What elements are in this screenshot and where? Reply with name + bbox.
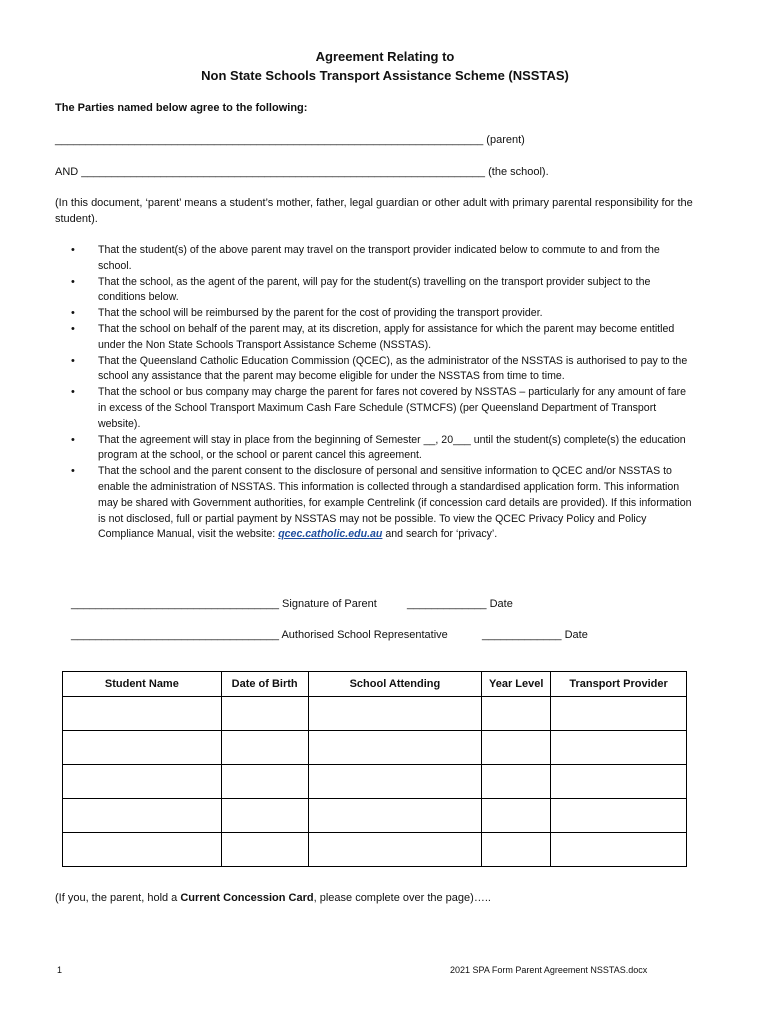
table-cell[interactable]: [221, 833, 308, 867]
concession-card-note: [55, 890, 491, 906]
table-cell[interactable]: [482, 765, 551, 799]
privacy-text-end: and search for ‘privacy’.: [382, 528, 498, 541]
table-cell[interactable]: [221, 731, 308, 765]
table-cell[interactable]: [221, 765, 308, 799]
header-year-level: Year Level: [482, 672, 551, 697]
table-row: [63, 697, 687, 731]
header-transport-provider: Transport Provider: [551, 672, 687, 697]
parent-signature-line: __________________________________ Signature of Parent: [71, 598, 377, 610]
header-school-attending: School Attending: [308, 672, 482, 697]
student-details-table: [62, 671, 687, 867]
concession-note-emphasis: Current Concession Card: [180, 892, 314, 904]
term-item: • That the student(s) of the above parent may travel on the transport provider indicated below to commute to and from the school.: [55, 243, 695, 275]
table-cell[interactable]: [308, 697, 482, 731]
concession-note-end: , please complete over the page)…..: [313, 892, 491, 904]
table-cell[interactable]: [551, 697, 687, 731]
table-row: [63, 765, 687, 799]
table-cell[interactable]: [308, 765, 482, 799]
table-cell[interactable]: [482, 833, 551, 867]
table-cell[interactable]: [482, 697, 551, 731]
table-row: [63, 731, 687, 765]
table-row: [63, 833, 687, 867]
parent-definition: (In this document, ‘parent’ means a student’s mother, father, legal guardian or other adult with primary parental responsibility for the student).: [55, 197, 693, 225]
table-cell[interactable]: [63, 697, 222, 731]
table-header-row: [63, 672, 687, 697]
parent-signature-date: _____________ Date: [407, 598, 513, 610]
term-item-privacy: [55, 464, 695, 543]
table-cell[interactable]: [221, 697, 308, 731]
term-item: • That the agreement will stay in place from the beginning of Semester __, 20___ until the student(s) complete(s) the education program at the school, or the school or parent cancel this agreement.: [55, 433, 695, 465]
table-cell[interactable]: [221, 799, 308, 833]
page-number: 1: [57, 965, 63, 975]
table-cell[interactable]: [551, 799, 687, 833]
table-cell[interactable]: [63, 799, 222, 833]
table-row: [63, 799, 687, 833]
school-rep-signature-date: _____________ Date: [482, 629, 588, 641]
school-name-line: AND __________________________________________________________________ (the school).: [55, 166, 549, 178]
term-item: • That the Queensland Catholic Education Commission (QCEC), as the administrator of the NSSTAS is authorised to pay to the school any assistance that the parent may become eligible for under the NSSTAS from time to time.: [55, 354, 695, 386]
table-cell[interactable]: [63, 833, 222, 867]
table-cell[interactable]: [551, 731, 687, 765]
agreement-terms-list: [55, 243, 695, 543]
qcec-website-link[interactable]: qcec.catholic.edu.au: [278, 528, 383, 541]
table-cell[interactable]: [551, 833, 687, 867]
school-rep-signature-line: __________________________________ Authorised School Representative: [71, 629, 448, 641]
header-date-of-birth: Date of Birth: [221, 672, 308, 697]
table-cell[interactable]: [482, 731, 551, 765]
parent-name-line: ______________________________________________________________________ (parent): [55, 134, 525, 146]
table-cell[interactable]: [308, 731, 482, 765]
term-item: • That the school will be reimbursed by the parent for the cost of providing the transport provider.: [55, 306, 695, 322]
table-cell[interactable]: [63, 765, 222, 799]
table-cell[interactable]: [551, 765, 687, 799]
concession-note-start: (If you, the parent, hold a: [55, 892, 181, 904]
privacy-text: That the school and the parent consent to the disclosure of personal and sensitive information to QCEC and/or NSSTAS to enable the administration of NSSTAS. This information is collected through a standardised application form. This information may be shared with Government authorities, for example Centrelink (if concession card details are provided). If this information is not disclosed, full or partial payment by NSSTAS may not be possible. To view the QCEC Privacy Policy and Policy Compliance Manual, visit the website:: [98, 465, 692, 541]
table-cell[interactable]: [63, 731, 222, 765]
term-item: • That the school or bus company may charge the parent for fares not covered by NSSTAS – particularly for any amount of fare in excess of the School Transport Maximum Cash Fare Schedule (STMCFS) (per Queensland Department of Transport website).: [55, 385, 695, 432]
header-student-name: Student Name: [63, 672, 222, 697]
term-item: • That the school on behalf of the parent may, at its discretion, apply for assistance for which the parent may become entitled under the Non State Schools Transport Assistance Scheme (NSSTAS).: [55, 322, 695, 354]
table-cell[interactable]: [482, 799, 551, 833]
term-item: • That the school, as the agent of the parent, will pay for the student(s) travelling on the transport provider subject to the conditions below.: [55, 275, 695, 307]
table-cell[interactable]: [308, 833, 482, 867]
document-title-line-1: Agreement Relating to: [315, 49, 455, 64]
document-title-line-2: Non State Schools Transport Assistance Scheme (NSSTAS): [201, 68, 569, 83]
document-filename: 2021 SPA Form Parent Agreement NSSTAS.docx: [450, 965, 648, 975]
parties-heading: The Parties named below agree to the following:: [55, 102, 308, 114]
table-cell[interactable]: [308, 799, 482, 833]
